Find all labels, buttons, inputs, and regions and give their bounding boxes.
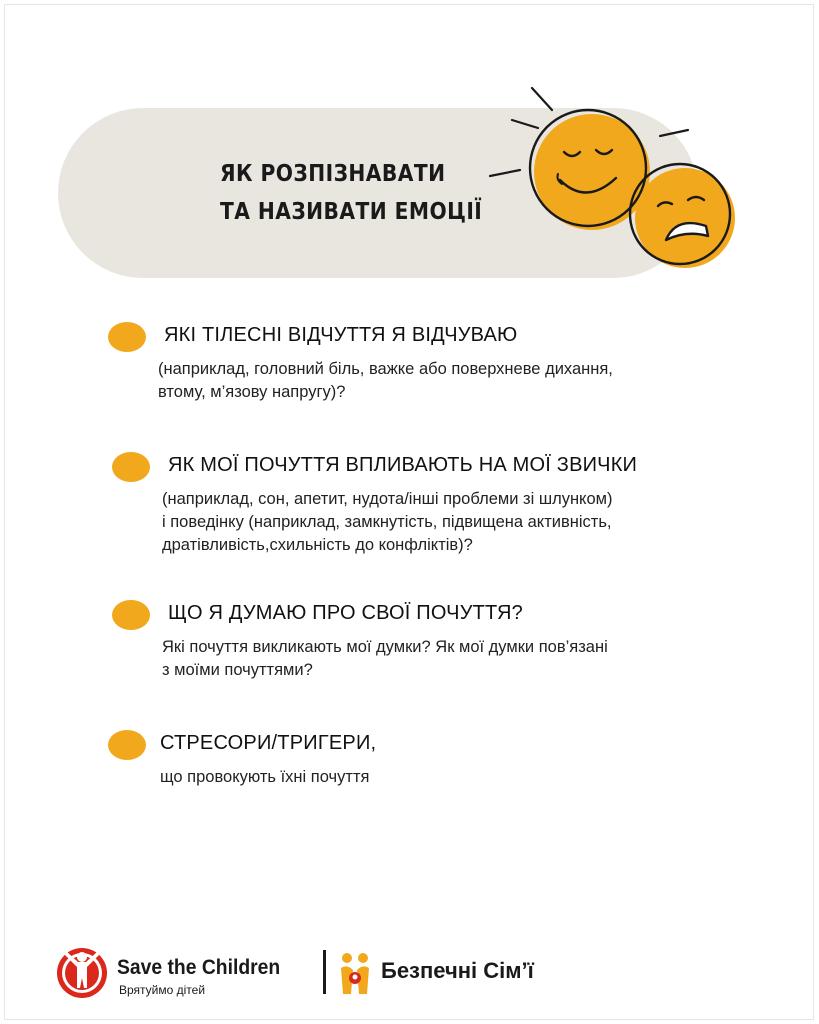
item-description [158,358,613,404]
item-heading: СТРЕСОРИ/ТРИГЕРИ, [160,732,377,754]
bullet-dot [108,322,146,352]
description-line: з моїми почуттями? [162,661,313,679]
description-line: дратівливість,схильність до конфліктів)? [162,536,473,554]
org-tagline: Врятуймо дітей [119,983,206,997]
partner-name: Безпечні Сім’ї [381,958,534,983]
footer-divider [323,950,326,994]
happy-face-icon [530,110,650,230]
bullet-dot [108,730,146,760]
bullet-dot [112,600,150,630]
item-description [160,766,369,789]
description-line: що провокують їхні почуття [160,768,370,786]
item-heading: ЩО Я ДУМАЮ ПРО СВОЇ ПОЧУТТЯ? [168,602,523,624]
title-line-2: ТА НАЗИВАТИ ЕМОЦІЇ [220,199,483,225]
description-line: і поведінку (наприклад, замкнутість, підвищена активність, [162,513,612,531]
description-line: втому, м’язову напругу)? [158,383,346,401]
item-heading: ЯКІ ТІЛЕСНІ ВІДЧУТТЯ Я ВІДЧУВАЮ [164,324,518,346]
bullet-dot [112,452,150,482]
title-line-1: ЯК РОЗПІЗНАВАТИ [220,161,446,187]
description-line: Які почуття викликають мої думки? Як мої думки пов’язані [162,638,608,656]
family-logo-icon [337,950,373,998]
item-description [162,488,612,557]
description-line: (наприклад, сон, апетит, нудота/інші проблеми зі шлунком) [162,490,613,508]
description-line: (наприклад, головний біль, важке або поверхневе дихання, [158,360,613,378]
emotion-faces-illustration [480,80,760,280]
org-name: Save the Children [117,956,281,979]
save-the-children-logo-icon [55,942,109,1002]
item-heading: ЯК МОЇ ПОЧУТТЯ ВПЛИВАЮТЬ НА МОЇ ЗВИЧКИ [168,454,638,476]
footer-logos [55,942,595,1004]
item-description [162,636,608,682]
page-title [220,155,482,231]
